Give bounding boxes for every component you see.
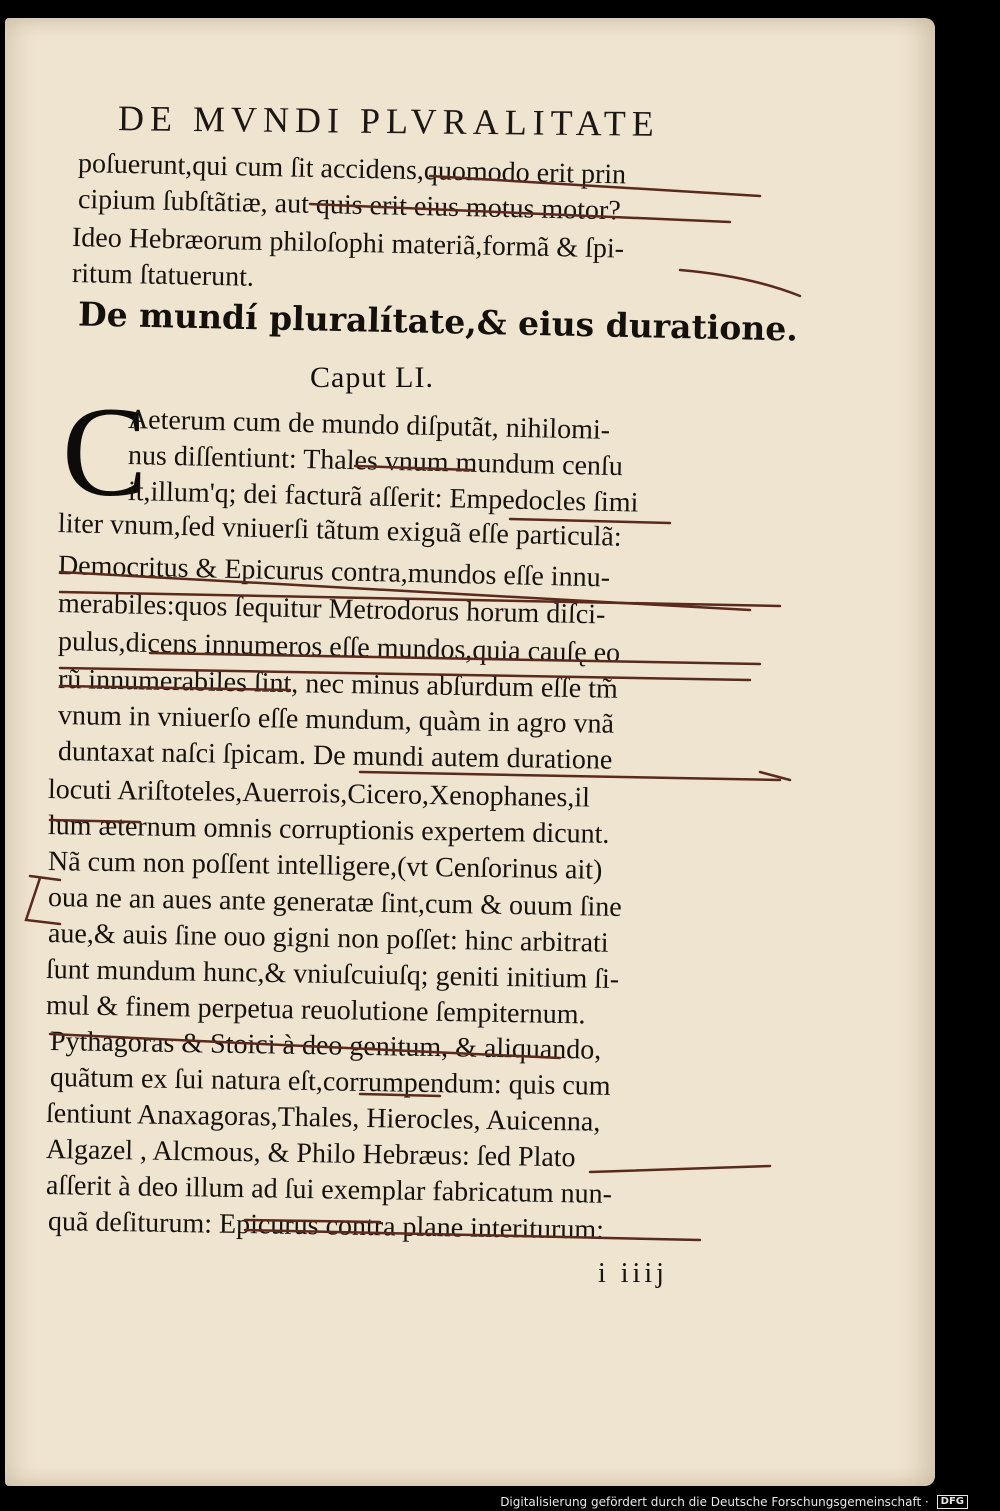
text-line: ſunt mundum hunc,& vniuſcuiuſq; geniti initium ſi- — [45, 954, 620, 996]
text-line: it,illum'q; dei facturã aſſerit: Empedocles ſimi — [127, 476, 639, 519]
drop-cap: C — [62, 381, 148, 523]
text-line: vnum in vniuerſo eſſe mundum, quàm in agro vnã — [57, 700, 615, 740]
running-head: DE MVNDI PLVRALITATE — [117, 98, 660, 144]
text-line: Algazel , Alcmous, & Philo Hebræus: ſed Plato — [45, 1134, 576, 1174]
text-line: quã deſiturum: Epicurus contra plane interiturum: — [47, 1206, 605, 1246]
text-line: ſentiunt Anaxagoras,Thales, Hierocles, Auicenna, — [45, 1098, 601, 1138]
text-line: merabiles:quos ſequitur Metrodorus horum diſci- — [57, 588, 606, 631]
text-line: aue,& auis ſine ouo gigni non poſſet: hinc arbitrati — [47, 918, 609, 959]
text-line: ritum ſtatuerunt. — [71, 258, 255, 293]
text-line: nus diſſentiunt: Thales vnum mundum cenſu — [127, 440, 624, 483]
text-line: locuti Ariſtoteles,Auerrois,Cicero,Xenophanes,il — [47, 774, 591, 814]
text-line: duntaxat naſci ſpicam. De mundi autem duratione — [57, 736, 613, 776]
chapter-number: Caput LI. — [310, 361, 434, 394]
footer-credit — [500, 1495, 968, 1510]
text-line: lum æternum omnis corruptionis expertem dicunt. — [47, 810, 610, 850]
text-line: mul & finem perpetua reuolutione ſempiternum. — [45, 990, 586, 1031]
text-line: cipium ſubſtãtiæ, aut quis erit eius motus motor? — [77, 184, 622, 227]
text-line: Ideo Hebræorum philoſophi materiã,formã & ſpi- — [71, 222, 625, 265]
text-line: quãtum ex ſui natura eſt,corrumpendum: quis cum — [49, 1062, 611, 1102]
text-line: aſſerit à deo illum ad ſui exemplar fabricatum nun- — [45, 1170, 613, 1210]
text-line: rũ innumerabiles ſint, nec minus abſurdum eſſe tm̃ — [57, 664, 619, 705]
text-line: Democritus & Epicurus contra,mundos eſſe innu- — [57, 550, 611, 594]
text-line: Aeterum cum de mundo diſputãt, nihilomi- — [127, 404, 611, 446]
text-line: poſuerunt,qui cum ſit accidens,quomodo erit prin — [77, 148, 627, 191]
text-line: liter vnum,ſed vniuerſi tãtum exiguã eſſe particulã: — [57, 508, 622, 553]
text-line: Pythagoras & Stoici à deo genitum, & aliquando, — [49, 1026, 602, 1066]
text-line: Nã cum non poſſent intelligere,(vt Cenſorinus ait) — [47, 846, 603, 886]
folio-signature: i iiij — [598, 1258, 668, 1289]
footer-credit-text: Digitalisierung gefördert durch die Deutsche Forschungsgemeinschaft · — [500, 1494, 929, 1509]
text-line: pulus,dicens innumeros eſſe mundos,quia cauſę eo — [57, 626, 621, 669]
chapter-title: De mundí pluralítate,& eius duratione. — [77, 294, 799, 349]
dfg-logo: DFG — [937, 1495, 968, 1509]
text-line: oua ne an aues ante generatæ ſint,cum & ouum ſine — [47, 882, 623, 924]
